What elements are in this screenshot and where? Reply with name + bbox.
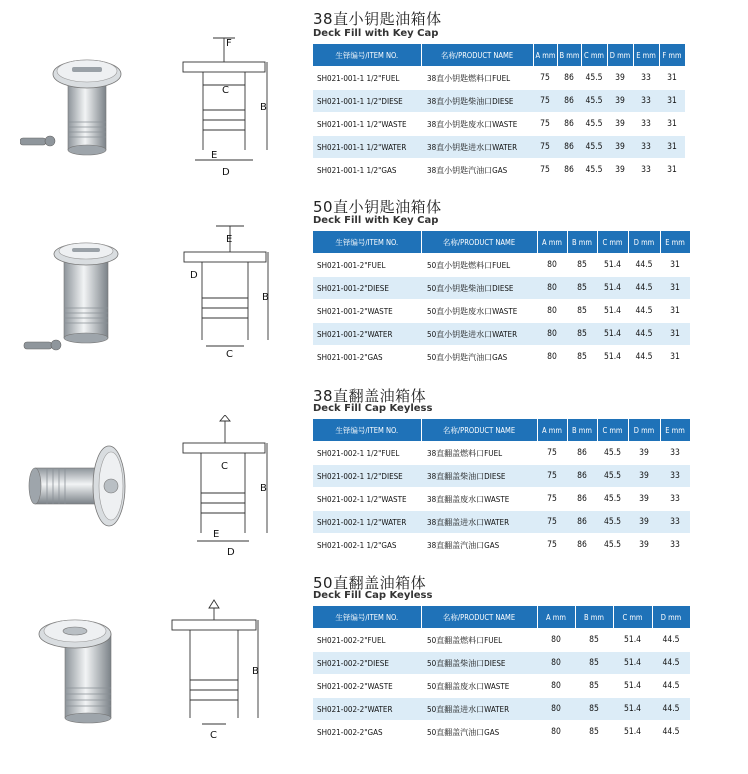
drawing-label-e: E — [211, 150, 218, 161]
cell-e: 33 — [660, 488, 690, 511]
cell-c: 51.4 — [597, 346, 628, 369]
header-b: B mm — [567, 231, 597, 254]
cell-item-no: SH021-001-2"FUEL — [313, 254, 421, 277]
cell-product-name: 50直翻盖燃料口FUEL — [421, 629, 537, 652]
table-row — [313, 113, 685, 136]
cell-b: 85 — [567, 254, 597, 277]
cell-c: 45.5 — [597, 534, 628, 557]
table-row — [313, 721, 690, 744]
header-d: D mm — [628, 231, 660, 254]
product-photo-38-keyless — [25, 420, 165, 570]
cell-item-no: SH021-002-1 1/2"DIESE — [313, 465, 421, 488]
cell-a: 75 — [537, 511, 567, 534]
cell-d: 44.5 — [628, 277, 660, 300]
cell-d: 39 — [607, 113, 633, 136]
cell-product-name: 50直小钥匙废水口WASTE — [421, 300, 537, 323]
table-row — [313, 465, 690, 488]
cell-item-no: SH021-001-1 1/2"GAS — [313, 159, 421, 182]
header-c: C mm — [597, 231, 628, 254]
cell-f: 31 — [659, 113, 685, 136]
header-e: E mm — [660, 419, 690, 442]
section-subtitle: Deck Fill with Key Cap — [313, 215, 439, 226]
cell-d: 44.5 — [628, 323, 660, 346]
spec-table-38-keyless — [313, 419, 691, 556]
cell-product-name: 38直翻盖汽油口GAS — [421, 534, 537, 557]
table-row — [313, 675, 690, 698]
header-f: F mm — [659, 44, 685, 67]
cell-a: 75 — [533, 136, 557, 159]
cell-product-name: 50直翻盖汽油口GAS — [421, 721, 537, 744]
cell-item-no: SH021-001-2"GAS — [313, 346, 421, 369]
header-product-name: 名称/PRODUCT NAME — [421, 44, 533, 67]
header-product-name: 名称/PRODUCT NAME — [421, 606, 537, 629]
cell-c: 45.5 — [581, 113, 607, 136]
cell-product-name: 50直小钥匙柴油口DIESE — [421, 277, 537, 300]
table-row — [313, 136, 685, 159]
cell-product-name: 50直小钥匙燃料口FUEL — [421, 254, 537, 277]
cell-a: 75 — [533, 159, 557, 182]
cell-d: 39 — [607, 90, 633, 113]
drawing-label-e: E — [226, 234, 233, 245]
cell-b: 86 — [567, 488, 597, 511]
header-b: B mm — [567, 419, 597, 442]
cell-product-name: 38直翻盖燃料口FUEL — [421, 442, 537, 465]
cell-d: 44.5 — [652, 698, 690, 721]
header-e: E mm — [660, 231, 690, 254]
table-row — [313, 442, 690, 465]
technical-drawing-50-keyless — [168, 598, 268, 758]
cell-a: 80 — [537, 323, 567, 346]
cell-a: 80 — [537, 629, 575, 652]
cell-e: 33 — [633, 90, 659, 113]
cell-product-name: 38直小钥匙燃料口FUEL — [421, 67, 533, 90]
cell-item-no: SH021-002-1 1/2"GAS — [313, 534, 421, 557]
section-38-key-cap — [0, 0, 748, 190]
section-subtitle: Deck Fill Cap Keyless — [313, 590, 433, 601]
header-product-name: 名称/PRODUCT NAME — [421, 231, 537, 254]
cell-c: 45.5 — [597, 465, 628, 488]
cell-a: 75 — [537, 465, 567, 488]
section-title: 50直小钥匙油箱体 — [313, 198, 442, 216]
drawing-label-c: C — [210, 730, 217, 741]
technical-drawing-38-key-cap — [175, 30, 275, 180]
cell-b: 86 — [567, 511, 597, 534]
cell-e: 31 — [660, 300, 690, 323]
cell-c: 51.4 — [597, 323, 628, 346]
cell-f: 31 — [659, 136, 685, 159]
cell-c: 51.4 — [613, 698, 652, 721]
table-row — [313, 488, 690, 511]
section-50-key-cap — [0, 190, 748, 380]
table-header-row — [313, 231, 690, 254]
cell-item-no: SH021-002-1 1/2"WASTE — [313, 488, 421, 511]
drawing-label-c: C — [226, 349, 233, 360]
drawing-label-e: E — [213, 529, 220, 540]
header-product-name: 名称/PRODUCT NAME — [421, 419, 537, 442]
cell-f: 31 — [659, 67, 685, 90]
cell-e: 33 — [660, 534, 690, 557]
cell-b: 86 — [557, 90, 581, 113]
table-row — [313, 90, 685, 113]
cell-f: 31 — [659, 90, 685, 113]
cell-e: 33 — [633, 136, 659, 159]
product-photo-50-key-cap — [20, 230, 160, 380]
cell-e: 31 — [660, 346, 690, 369]
cell-b: 85 — [575, 629, 613, 652]
cell-c: 45.5 — [581, 67, 607, 90]
header-c: C mm — [613, 606, 652, 629]
cell-b: 85 — [575, 652, 613, 675]
cell-b: 85 — [575, 675, 613, 698]
drawing-label-d: D — [190, 270, 198, 281]
section-title: 50直翻盖油箱体 — [313, 574, 427, 592]
table-row — [313, 534, 690, 557]
header-a: A mm — [533, 44, 557, 67]
header-d: D mm — [607, 44, 633, 67]
cell-item-no: SH021-001-1 1/2"WASTE — [313, 113, 421, 136]
cell-item-no: SH021-002-2"WASTE — [313, 675, 421, 698]
cell-item-no: SH021-001-1 1/2"FUEL — [313, 67, 421, 90]
cell-c: 51.4 — [613, 675, 652, 698]
product-photo-38-key-cap — [20, 40, 160, 190]
cell-a: 75 — [537, 534, 567, 557]
cell-e: 31 — [660, 254, 690, 277]
cell-item-no: SH021-002-2"FUEL — [313, 629, 421, 652]
cell-a: 75 — [533, 113, 557, 136]
table-header-row — [313, 606, 690, 629]
section-title: 38直小钥匙油箱体 — [313, 10, 442, 28]
cell-d: 39 — [607, 67, 633, 90]
cell-c: 45.5 — [597, 511, 628, 534]
cell-b: 85 — [567, 277, 597, 300]
cell-item-no: SH021-002-2"GAS — [313, 721, 421, 744]
cell-d: 39 — [628, 442, 660, 465]
header-item-no: 生铎编号/ITEM NO. — [313, 44, 421, 67]
cell-a: 75 — [533, 67, 557, 90]
cell-product-name: 50直翻盖柴油口DIESE — [421, 652, 537, 675]
table-row — [313, 300, 690, 323]
header-c: C mm — [597, 419, 628, 442]
drawing-label-d: D — [222, 167, 230, 178]
cell-d: 39 — [607, 136, 633, 159]
header-d: D mm — [628, 419, 660, 442]
cell-b: 86 — [557, 136, 581, 159]
cell-b: 86 — [567, 534, 597, 557]
cell-d: 44.5 — [628, 254, 660, 277]
cell-b: 85 — [567, 346, 597, 369]
table-row — [313, 698, 690, 721]
header-b: B mm — [557, 44, 581, 67]
cell-product-name: 50直翻盖进水口WATER — [421, 698, 537, 721]
table-row — [313, 277, 690, 300]
cell-b: 86 — [567, 442, 597, 465]
section-title: 38直翻盖油箱体 — [313, 387, 427, 405]
cell-d: 39 — [628, 534, 660, 557]
header-a: A mm — [537, 419, 567, 442]
cell-b: 85 — [567, 300, 597, 323]
cell-c: 51.4 — [597, 254, 628, 277]
technical-drawing-38-keyless — [175, 415, 275, 565]
cell-f: 31 — [659, 159, 685, 182]
cell-item-no: SH021-002-1 1/2"FUEL — [313, 442, 421, 465]
cell-c: 51.4 — [597, 300, 628, 323]
table-header-row — [313, 419, 690, 442]
cell-product-name: 38直小钥匙进水口WATER — [421, 136, 533, 159]
spec-table-38-key-cap — [313, 44, 686, 181]
cell-a: 75 — [537, 488, 567, 511]
technical-drawing-50-key-cap — [180, 220, 280, 370]
section-subtitle: Deck Fill with Key Cap — [313, 28, 439, 39]
header-item-no: 生铎编号/ITEM NO. — [313, 606, 421, 629]
header-c: C mm — [581, 44, 607, 67]
cell-item-no: SH021-001-2"WASTE — [313, 300, 421, 323]
cell-c: 45.5 — [597, 442, 628, 465]
cell-b: 86 — [557, 67, 581, 90]
drawing-label-c: C — [221, 461, 228, 472]
cell-c: 51.4 — [613, 652, 652, 675]
table-row — [313, 629, 690, 652]
cell-e: 33 — [633, 159, 659, 182]
cell-e: 33 — [660, 511, 690, 534]
cell-c: 45.5 — [581, 159, 607, 182]
cell-d: 44.5 — [652, 629, 690, 652]
table-header-row — [313, 44, 685, 67]
section-50-keyless — [0, 568, 748, 768]
cell-item-no: SH021-002-2"DIESE — [313, 652, 421, 675]
cell-b: 86 — [557, 113, 581, 136]
cell-d: 44.5 — [628, 300, 660, 323]
header-a: A mm — [537, 231, 567, 254]
cell-a: 80 — [537, 346, 567, 369]
section-38-keyless — [0, 380, 748, 570]
cell-product-name: 50直小钥匙进水口WATER — [421, 323, 537, 346]
drawing-label-b: B — [260, 483, 267, 494]
cell-item-no: SH021-002-2"WATER — [313, 698, 421, 721]
cell-item-no: SH021-001-1 1/2"DIESE — [313, 90, 421, 113]
header-e: E mm — [633, 44, 659, 67]
cell-product-name: 50直小钥匙汽油口GAS — [421, 346, 537, 369]
cell-e: 33 — [660, 465, 690, 488]
cell-a: 80 — [537, 675, 575, 698]
cell-product-name: 50直翻盖废水口WASTE — [421, 675, 537, 698]
cell-product-name: 38直小钥匙废水口WASTE — [421, 113, 533, 136]
cell-product-name: 38直翻盖进水口WATER — [421, 511, 537, 534]
cell-d: 39 — [628, 488, 660, 511]
table-row — [313, 511, 690, 534]
cell-d: 39 — [607, 159, 633, 182]
table-row — [313, 346, 690, 369]
cell-a: 80 — [537, 277, 567, 300]
table-row — [313, 67, 685, 90]
cell-c: 45.5 — [581, 90, 607, 113]
cell-product-name: 38直翻盖废水口WASTE — [421, 488, 537, 511]
drawing-label-b: B — [260, 102, 267, 113]
cell-a: 80 — [537, 698, 575, 721]
cell-d: 39 — [628, 465, 660, 488]
cell-d: 44.5 — [652, 652, 690, 675]
cell-item-no: SH021-002-1 1/2"WATER — [313, 511, 421, 534]
cell-d: 44.5 — [652, 721, 690, 744]
cell-c: 45.5 — [597, 488, 628, 511]
cell-a: 80 — [537, 721, 575, 744]
header-d: D mm — [652, 606, 690, 629]
table-row — [313, 323, 690, 346]
drawing-label-d: D — [227, 547, 235, 558]
cell-item-no: SH021-001-1 1/2"WATER — [313, 136, 421, 159]
cell-e: 33 — [633, 113, 659, 136]
product-photo-50-keyless — [25, 608, 165, 758]
table-row — [313, 254, 690, 277]
cell-b: 85 — [575, 721, 613, 744]
cell-item-no: SH021-001-2"DIESE — [313, 277, 421, 300]
cell-d: 39 — [628, 511, 660, 534]
header-item-no: 生铎编号/ITEM NO. — [313, 231, 421, 254]
spec-table-50-keyless — [313, 606, 691, 743]
cell-a: 80 — [537, 652, 575, 675]
cell-e: 33 — [633, 67, 659, 90]
cell-a: 80 — [537, 254, 567, 277]
cell-b: 86 — [567, 465, 597, 488]
table-row — [313, 652, 690, 675]
cell-c: 51.4 — [597, 277, 628, 300]
cell-product-name: 38直小钥匙汽油口GAS — [421, 159, 533, 182]
cell-a: 75 — [537, 442, 567, 465]
spec-table-50-key-cap — [313, 231, 691, 368]
cell-a: 80 — [537, 300, 567, 323]
cell-e: 33 — [660, 442, 690, 465]
drawing-label-c: C — [222, 85, 229, 96]
table-row — [313, 159, 685, 182]
header-item-no: 生铎编号/ITEM NO. — [313, 419, 421, 442]
header-b: B mm — [575, 606, 613, 629]
cell-c: 51.4 — [613, 721, 652, 744]
header-a: A mm — [537, 606, 575, 629]
cell-item-no: SH021-001-2"WATER — [313, 323, 421, 346]
cell-b: 85 — [567, 323, 597, 346]
cell-c: 51.4 — [613, 629, 652, 652]
cell-d: 44.5 — [628, 346, 660, 369]
cell-product-name: 38直翻盖柴油口DIESE — [421, 465, 537, 488]
cell-b: 85 — [575, 698, 613, 721]
cell-c: 45.5 — [581, 136, 607, 159]
cell-e: 31 — [660, 277, 690, 300]
cell-d: 44.5 — [652, 675, 690, 698]
drawing-label-b: B — [252, 666, 259, 677]
cell-e: 31 — [660, 323, 690, 346]
cell-product-name: 38直小钥匙柴油口DIESE — [421, 90, 533, 113]
section-subtitle: Deck Fill Cap Keyless — [313, 403, 433, 414]
cell-b: 86 — [557, 159, 581, 182]
cell-a: 75 — [533, 90, 557, 113]
drawing-label-f: F — [226, 38, 232, 49]
drawing-label-b: B — [262, 292, 269, 303]
